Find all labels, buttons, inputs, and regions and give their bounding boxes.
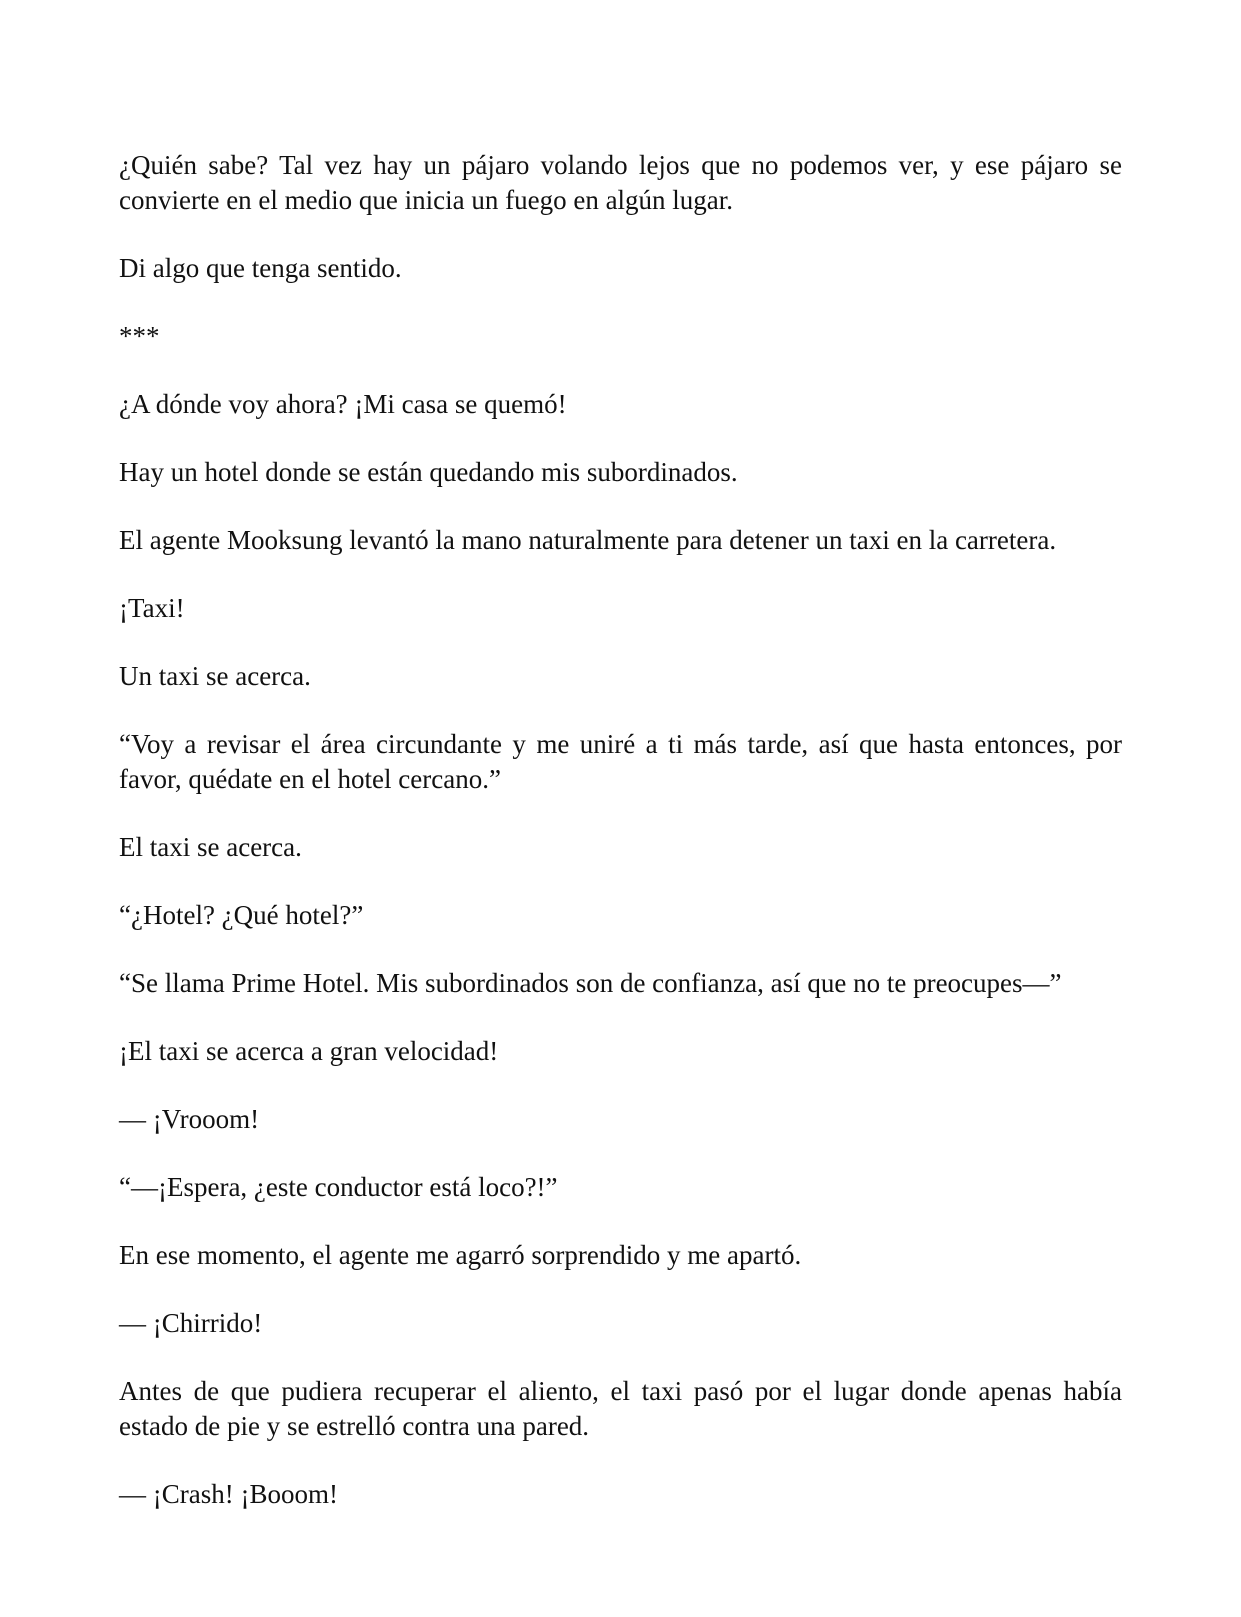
paragraph: ¿Quién sabe? Tal vez hay un pájaro volando lejos que no podemos ver, y ese pájaro se convierte en el medio que inicia un fuego en algún lugar. bbox=[119, 150, 1122, 215]
sound-effect: — ¡Vrooom! bbox=[119, 1104, 260, 1134]
paragraph: Di algo que tenga sentido. bbox=[119, 253, 402, 283]
paragraph: ¡El taxi se acerca a gran velocidad! bbox=[119, 1036, 499, 1066]
paragraph: Antes de que pudiera recuperar el aliento, el taxi pasó por el lugar donde apenas había estado de pie y se estrelló contra una pared. bbox=[119, 1376, 1122, 1441]
paragraph: En ese momento, el agente me agarró sorprendido y me apartó. bbox=[119, 1240, 802, 1270]
paragraph: Hay un hotel donde se están quedando mis subordinados. bbox=[119, 457, 738, 487]
sound-effect: — ¡Crash! ¡Booom! bbox=[119, 1479, 338, 1509]
dialogue-paragraph: “—¡Espera, ¿este conductor está loco?!” bbox=[119, 1172, 558, 1202]
paragraph: El agente Mooksung levantó la mano naturalmente para detener un taxi en la carretera. bbox=[119, 525, 1057, 555]
paragraph: El taxi se acerca. bbox=[119, 832, 302, 862]
sound-effect: — ¡Chirrido! bbox=[119, 1308, 263, 1338]
document-page bbox=[119, 148, 1122, 1545]
paragraph: ¡Taxi! bbox=[119, 593, 185, 623]
paragraph: ¿A dónde voy ahora? ¡Mi casa se quemó! bbox=[119, 389, 567, 419]
dialogue-paragraph: “¿Hotel? ¿Qué hotel?” bbox=[119, 900, 364, 930]
scene-break: *** bbox=[119, 321, 160, 351]
paragraph: Un taxi se acerca. bbox=[119, 661, 311, 691]
dialogue-paragraph: “Se llama Prime Hotel. Mis subordinados son de confianza, así que no te preocupes—” bbox=[119, 968, 1062, 998]
dialogue-paragraph: “Voy a revisar el área circundante y me uniré a ti más tarde, así que hasta entonces, por favor, quédate en el hotel cercano.” bbox=[119, 729, 1122, 794]
